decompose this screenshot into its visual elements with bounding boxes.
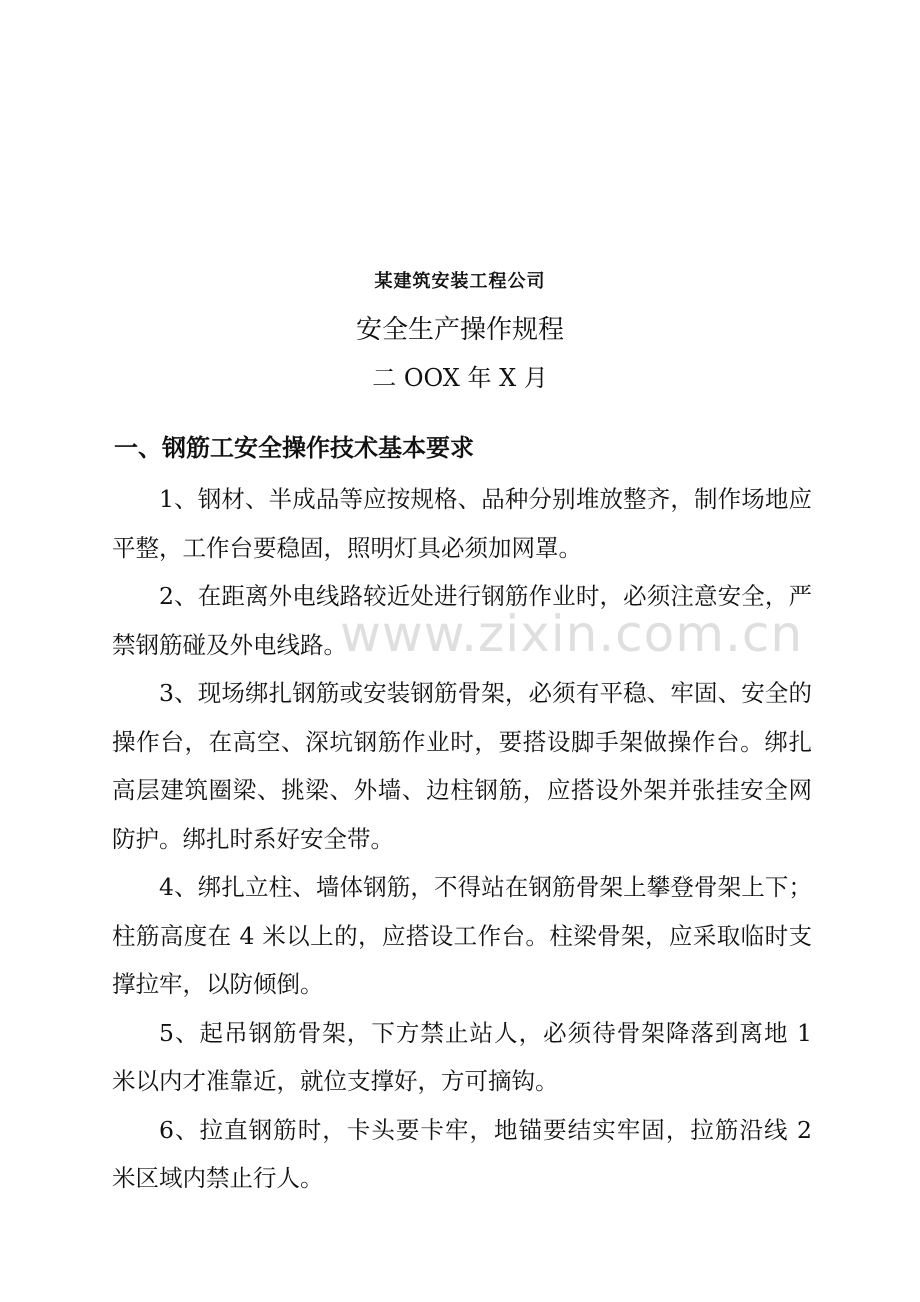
section-heading: 一、钢筋工安全操作技术基本要求	[114, 434, 474, 462]
document-body	[112, 475, 812, 1203]
paragraph-3: 3、现场绑扎钢筋或安装钢筋骨架，必须有平稳、牢固、安全的操作台，在高空、深坑钢筋作业时，要搭设脚手架做操作台。绑扎高层建筑圈梁、挑梁、外墙、边柱钢筋，应搭设外架并张挂安全网防护。绑扎时系好安全带。	[112, 679, 812, 853]
paragraph-2: 2、在距离外电线路较近处进行钢筋作业时，必须注意安全，严禁钢筋碰及外电线路。	[112, 582, 812, 659]
watermark: www.zixin.com.cn	[340, 605, 804, 663]
company-name: 某建筑安装工程公司	[374, 271, 546, 292]
paragraph-6: 6、拉直钢筋时，卡头要卡牢，地锚要结实牢固，拉筋沿线 2 米区域内禁止行人。	[112, 1115, 812, 1192]
paragraph-4: 4、绑扎立柱、墙体钢筋，不得站在钢筋骨架上攀登骨架上下；柱筋高度在 4 米以上的，应搭设工作台。柱梁骨架，应采取临时支撑拉牢，以防倾倒。	[112, 873, 812, 998]
document-date: 二 OOX 年 X 月	[372, 364, 548, 392]
paragraph-5: 5、起吊钢筋骨架，下方禁止站人，必须待骨架降落到离地 1 米以内才准靠近，就位支撑好，方可摘钩。	[112, 1018, 812, 1095]
paragraph-1: 1、钢材、半成品等应按规格、品种分别堆放整齐，制作场地应平整，工作台要稳固，照明灯具必须加网罩。	[112, 485, 812, 562]
document-title: 安全生产操作规程	[355, 315, 564, 345]
